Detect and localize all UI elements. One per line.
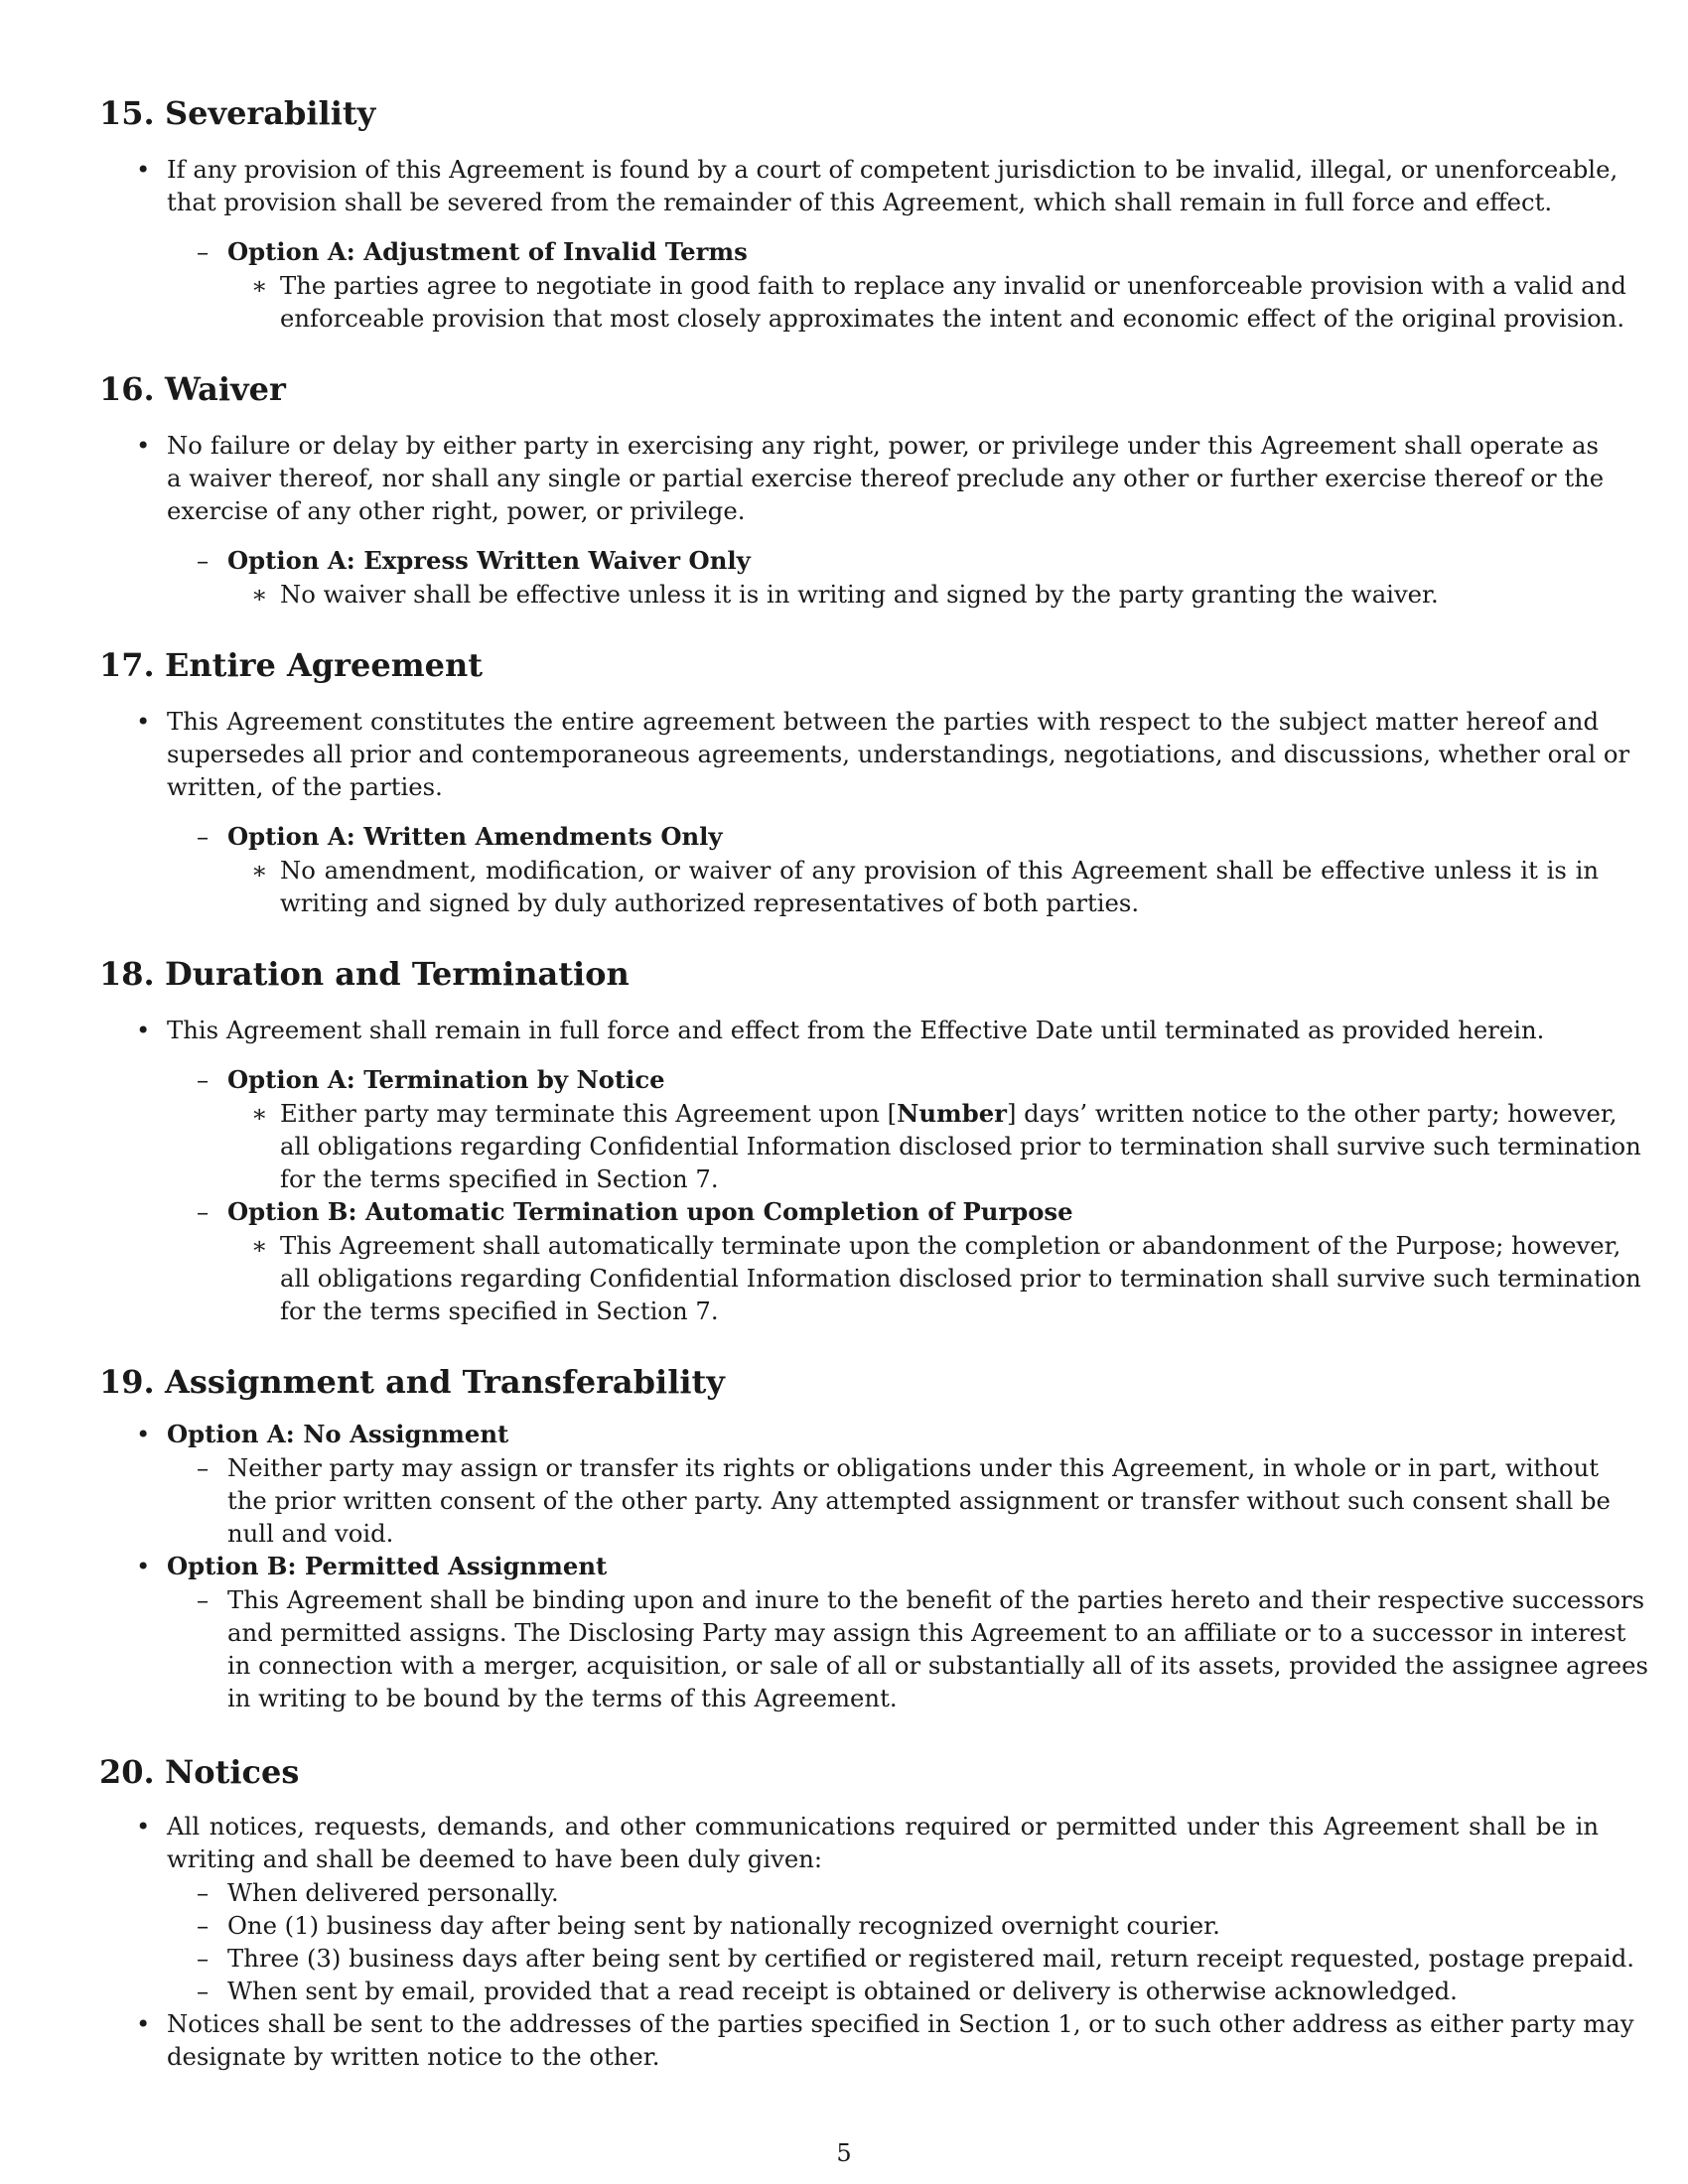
bullet-line: exercise of any other right, power, or privilege.	[167, 496, 746, 525]
option-line: ∗ This Agreement shall automatically terminate upon the completion or abandonment of the Purpose; however,	[251, 1231, 1621, 1260]
option-line: – This Agreement shall be binding upon and inure to the benefit of the parties hereto and their respective successors	[197, 1585, 1645, 1614]
option-line: writing and signed by duly authorized representatives of both parties.	[280, 888, 1140, 917]
option-line: for the terms specified in Section 7.	[280, 1297, 719, 1325]
option-line: in connection with a merger, acquisition, or sale of all or substantially all of its assets, provided the assignee agrees	[227, 1651, 1649, 1680]
option-line: the prior written consent of the other party. Any attempted assignment or transfer without such consent shall be	[227, 1486, 1611, 1515]
section-heading: 19. Assignment and Transferability	[99, 1363, 725, 1401]
option-line: all obligations regarding Confidential Information disclosed prior to termination shall survive such termination	[280, 1132, 1641, 1160]
bullet-line: written, of the parties.	[167, 772, 443, 801]
option-line: – Neither party may assign or transfer its rights or obligations under this Agreement, in whole or in part, without	[197, 1453, 1599, 1482]
list-item: – Three (3) business days after being sent by certified or registered mail, return receipt requested, postage prepaid.	[197, 1944, 1634, 1973]
option-line: ∗ Either party may terminate this Agreement upon [Number] days’ written notice to the other party; however,	[251, 1099, 1618, 1128]
option-line: enforceable provision that most closely approximates the intent and economic effect of the original provision.	[280, 304, 1625, 333]
option-title: • Option B: Permitted Assignment	[136, 1552, 608, 1580]
bullet-line: that provision shall be severed from the remainder of this Agreement, which shall remain in full force and effect.	[167, 188, 1553, 216]
bullet-line: a waiver thereof, nor shall any single or partial exercise thereof preclude any other or further exercise thereof or the	[167, 464, 1605, 492]
section-heading: 15. Severability	[99, 94, 376, 132]
option-line: ∗ No waiver shall be effective unless it is in writing and signed by the party granting the waiver.	[251, 580, 1439, 609]
option-line: for the terms specified in Section 7.	[280, 1164, 719, 1193]
bullet-line: • No failure or delay by either party in exercising any right, power, or privilege under this Agreement shall operate as	[136, 431, 1599, 460]
section-heading: 20. Notices	[99, 1753, 300, 1791]
list-item: – When delivered personally.	[197, 1878, 559, 1907]
option-line: and permitted assigns. The Disclosing Party may assign this Agreement to an affiliate or to a successor in interest	[227, 1618, 1626, 1647]
bullet-line: designate by written notice to the other.	[167, 2042, 660, 2071]
option-title: • Option A: No Assignment	[136, 1420, 509, 1448]
bullet-line: writing and shall be deemed to have been duly given:	[167, 1844, 823, 1873]
bullet-line: • Notices shall be sent to the addresses of the parties specified in Section 1, or to such other address as either party may	[136, 2009, 1634, 2038]
bullet-line: • All notices, requests, demands, and other communications required or permitted under this Agreement shall be in	[136, 1812, 1599, 1841]
option-line: all obligations regarding Confidential Information disclosed prior to termination shall survive such termination	[280, 1264, 1641, 1293]
list-item: – When sent by email, provided that a read receipt is obtained or delivery is otherwise acknowledged.	[197, 1977, 1458, 2005]
section-heading: 16. Waiver	[99, 370, 286, 408]
list-item: – One (1) business day after being sent by nationally recognized overnight courier.	[197, 1911, 1220, 1940]
option-title: – Option B: Automatic Termination upon Completion of Purpose	[197, 1197, 1073, 1226]
section-heading: 17. Entire Agreement	[99, 646, 483, 684]
option-title: – Option A: Written Amendments Only	[197, 822, 723, 851]
option-title: – Option A: Express Written Waiver Only	[197, 546, 751, 575]
option-line: ∗ No amendment, modification, or waiver of any provision of this Agreement shall be effective unless it is in	[251, 856, 1599, 885]
option-line: ∗ The parties agree to negotiate in good faith to replace any invalid or unenforceable provision with a valid and	[251, 271, 1626, 300]
bullet-line: supersedes all prior and contemporaneous agreements, understandings, negotiations, and discussions, whether oral or	[167, 740, 1630, 768]
page-number: 5	[836, 2139, 852, 2167]
option-line: null and void.	[227, 1519, 394, 1548]
section-heading: 18. Duration and Termination	[99, 955, 630, 993]
option-title: – Option A: Termination by Notice	[197, 1065, 665, 1094]
option-title: – Option A: Adjustment of Invalid Terms	[197, 237, 748, 266]
bullet-line: • This Agreement constitutes the entire agreement between the parties with respect to the subject matter hereof and	[136, 707, 1599, 736]
option-line: in writing to be bound by the terms of this Agreement.	[227, 1684, 898, 1712]
bullet-line: • If any provision of this Agreement is found by a court of competent jurisdiction to be invalid, illegal, or unenforceable,	[136, 155, 1618, 184]
bullet-line: • This Agreement shall remain in full force and effect from the Effective Date until terminated as provided herein.	[136, 1016, 1545, 1044]
